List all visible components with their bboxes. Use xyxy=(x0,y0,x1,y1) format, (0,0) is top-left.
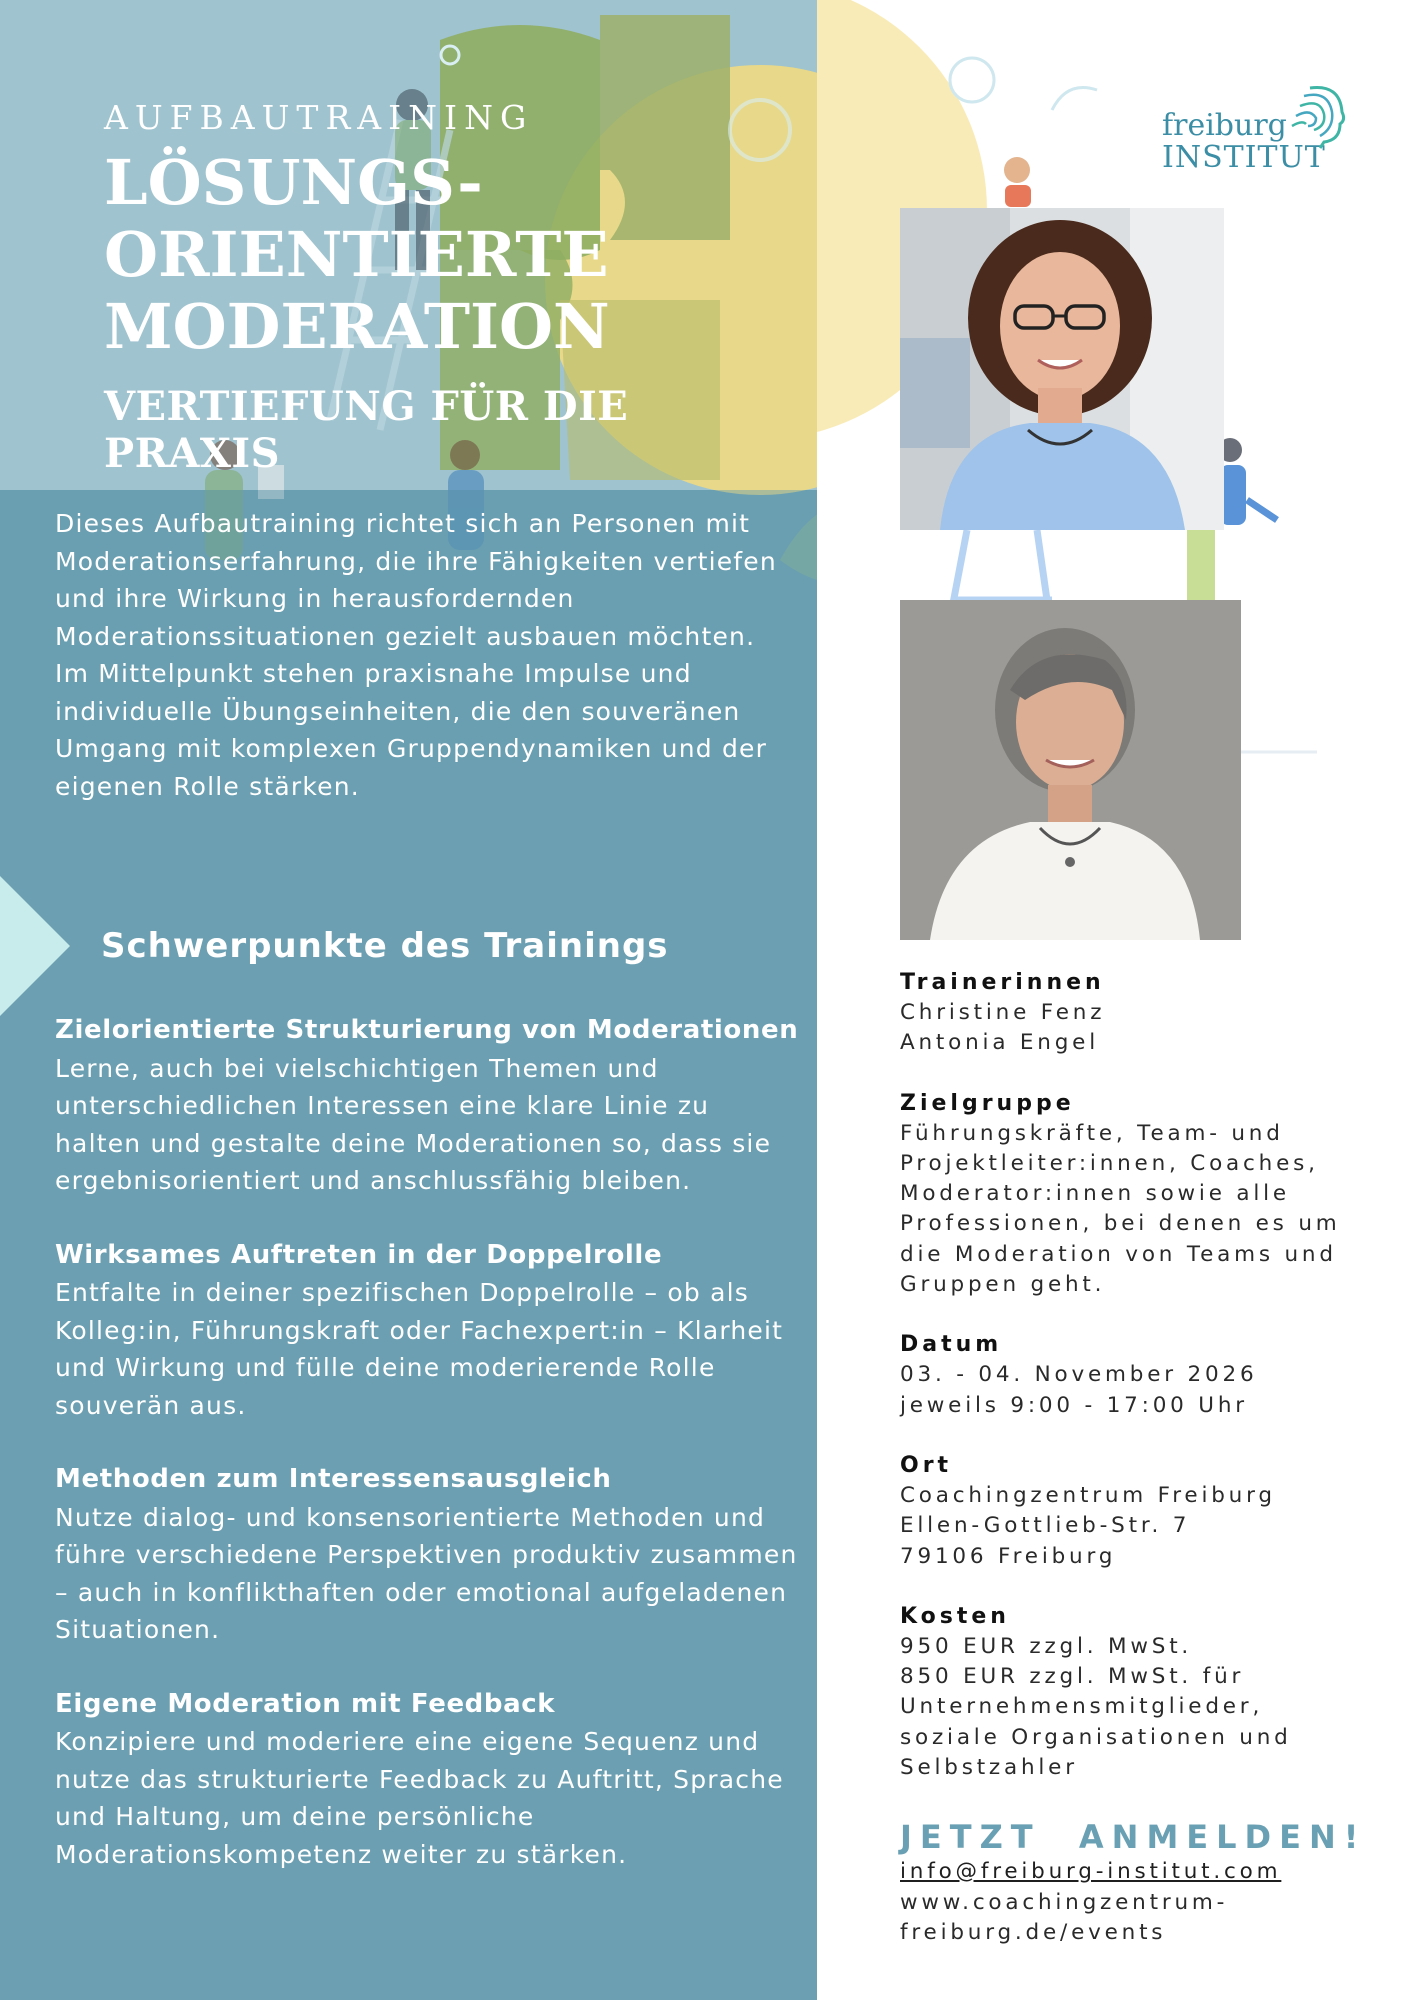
trainer-name: Antonia Engel xyxy=(900,1030,1099,1056)
email-link[interactable]: info@freiburg-institut.com xyxy=(900,1859,1282,1884)
date-block xyxy=(900,1330,1400,1421)
costs-line: Unternehmensmitglieder, xyxy=(900,1694,1264,1720)
focus-item-title: Methoden zum Interessensausgleich xyxy=(55,1464,612,1494)
hero-title-block xyxy=(104,98,804,477)
focus-item xyxy=(55,1686,800,1874)
time-line: jeweils 9:00 - 17:00 Uhr xyxy=(900,1392,1248,1418)
focus-item-title: Wirksames Auftreten in der Doppelrolle xyxy=(55,1239,663,1270)
focus-list xyxy=(55,1012,800,1910)
contact-block xyxy=(900,1857,1400,1949)
main-title-line-2: ORIENTIERTE xyxy=(104,218,609,291)
audience-line: Gruppen geht. xyxy=(900,1272,1106,1298)
audience-line: Führungskräfte, Team- und xyxy=(900,1120,1284,1146)
intro-text xyxy=(55,505,795,805)
register-cta[interactable]: JETZT ANMELDEN! xyxy=(900,1818,1367,1856)
subtitle: VERTIEFUNG FÜR DIE PRAXIS xyxy=(104,383,629,477)
location-label: Ort xyxy=(900,1452,953,1478)
date-label: Datum xyxy=(900,1332,1003,1358)
focus-item-text: Lerne, auch bei vielschichtigen Themen und unterschiedlichen Interessen eine klare Linie zu halten und gestalte deine Moderationen so, dass sie ergebnisorientiert und anschlussfähig bleiben. xyxy=(55,1053,772,1195)
logo-text-line-2: INSTITUT xyxy=(1162,140,1326,175)
main-title xyxy=(104,147,804,363)
location-block xyxy=(900,1451,1400,1572)
fingerprint-head-icon xyxy=(1270,80,1350,150)
trainer-photo-2 xyxy=(900,600,1241,940)
main-title-line-3: MODERATION xyxy=(104,290,610,363)
main-title-line-1: LÖSUNGS- xyxy=(104,146,483,219)
kicker: AUFBAUTRAINING xyxy=(104,98,534,137)
costs-line: 950 EUR zzgl. MwSt. xyxy=(900,1633,1193,1659)
audience-line: Professionen, bei denen es um xyxy=(900,1211,1341,1237)
website-link-line-1[interactable]: www.coachingzentrum- xyxy=(900,1889,1229,1915)
trainers-label: Trainerinnen xyxy=(900,970,1105,995)
intro-paragraph-2: Im Mittelpunkt stehen praxisnahe Impulse und individuelle Übungseinheiten, die den souveränen Umgang mit komplexen Gruppendynamiken und der eigenen Rolle stärken. xyxy=(55,659,768,801)
trainer-name: Christine Fenz xyxy=(900,1000,1106,1025)
audience-label: Zielgruppe xyxy=(900,1090,1075,1116)
focus-item-text: Konzipiere und moderiere eine eigene Sequenz und nutze das strukturierte Feedback zu Auftritt, Sprache und Haltung, um deine persönliche Moderationskompetenz weiter zu stärken. xyxy=(55,1727,784,1869)
trainers-block xyxy=(900,968,1400,1059)
focus-item-text: Entfalte in deiner spezifischen Doppelrolle – ob als Kolleg:in, Führungskraft oder Fachexpert:in – Klarheit und Wirkung und fülle deine moderierende Rolle souverän aus. xyxy=(55,1278,784,1420)
costs-block xyxy=(900,1602,1400,1783)
costs-line: 850 EUR zzgl. MwSt. für xyxy=(900,1664,1245,1690)
focus-item-text: Nutze dialog- und konsensorientierte Methoden und führe verschiedene Perspektiven produktiv zusammen – auch in konflikthaften oder emotional aufgeladenen Situationen. xyxy=(55,1502,798,1644)
audience-line: Moderator:innen sowie alle xyxy=(900,1181,1290,1207)
focus-item-title: Eigene Moderation mit Feedback xyxy=(55,1688,556,1719)
intro-paragraph-1: Dieses Aufbautraining richtet sich an Personen mit Moderationserfahrung, die ihre Fähigkeiten vertiefen und ihre Wirkung in herausfordernden Moderationssituationen gezielt ausbauen möchten. xyxy=(55,509,777,651)
costs-label: Kosten xyxy=(900,1603,1010,1629)
portrait-illustration xyxy=(900,208,1224,530)
freiburg-institut-logo xyxy=(1160,80,1350,180)
focus-item xyxy=(55,1237,800,1425)
costs-line: soziale Organisationen und xyxy=(900,1724,1292,1750)
website-link-line-2[interactable]: freiburg.de/events xyxy=(900,1920,1167,1945)
arrow-marker-icon xyxy=(0,876,70,1016)
trainer-photo-1 xyxy=(900,208,1224,530)
focus-heading: Schwerpunkte des Trainings xyxy=(101,926,669,966)
location-line: 79106 Freiburg xyxy=(900,1543,1117,1569)
focus-item xyxy=(55,1012,800,1200)
focus-item xyxy=(55,1461,800,1649)
logo-text-line-1: freiburg xyxy=(1162,108,1287,143)
audience-line: Projektleiter:innen, Coaches, xyxy=(900,1150,1319,1176)
location-line: Coachingzentrum Freiburg xyxy=(900,1482,1276,1508)
audience-block xyxy=(900,1089,1400,1301)
costs-line: Selbstzahler xyxy=(900,1755,1078,1781)
location-line: Ellen-Gottlieb-Str. 7 xyxy=(900,1513,1191,1539)
portrait-illustration xyxy=(900,600,1241,940)
date-line: 03. - 04. November 2026 xyxy=(900,1362,1258,1388)
audience-line: die Moderation von Teams und xyxy=(900,1241,1337,1267)
focus-item-title: Zielorientierte Strukturierung von Moderationen xyxy=(55,1015,799,1045)
info-column xyxy=(900,968,1400,1813)
